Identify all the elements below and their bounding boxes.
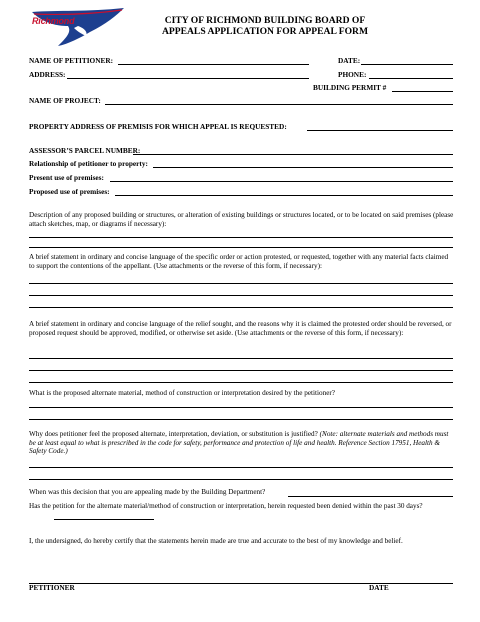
form-title — [150, 15, 380, 37]
building-permit-field[interactable] — [392, 91, 453, 92]
bird-logo-icon — [28, 6, 128, 48]
project-name-field[interactable] — [105, 104, 453, 105]
present-use-field[interactable] — [110, 181, 453, 182]
property-address-field[interactable] — [307, 130, 453, 131]
proposed-use-label: Proposed use of premises: — [29, 187, 110, 196]
question-description: Description of any proposed building or structures, or alteration of existing buildings or structures located, or to be located on said premises (please attach sketches, map, or diagrams if necessary): — [29, 211, 454, 228]
answer-line[interactable] — [29, 479, 453, 480]
phone-field[interactable] — [369, 78, 453, 79]
parcel-number-field[interactable] — [133, 154, 453, 155]
property-address-label: PROPERTY ADDRESS OF PREMISIS FOR WHICH APPEAL IS REQUESTED: — [29, 122, 287, 131]
justification-note: (Note: alternate materials and methods must be at least equal to what is prescribed in the code for safety, performance and protection of life and health. Reference Section 17951, Health & Safety Code.) — [29, 430, 449, 456]
answer-line[interactable] — [29, 419, 453, 420]
decision-date-field[interactable] — [288, 496, 453, 497]
date-label: DATE: — [338, 56, 361, 65]
question-denied-30-days: Has the petition for the alternate material/method of construction or interpretation, herein requested been denied within the past 30 days? — [29, 502, 423, 510]
petitioner-name-field[interactable] — [118, 64, 309, 65]
address-label: ADDRESS: — [29, 70, 66, 79]
relationship-field[interactable] — [153, 167, 453, 168]
question-relief-sought: A brief statement in ordinary and concise language of the relief sought, and the reasons why it is claimed the protested order should be reversed, or proposed request should be approved, modified, or otherwise set aside. (Use attachments or the reverse of this form, if necessary): — [29, 320, 452, 337]
signature-line[interactable] — [29, 583, 453, 584]
question-justification — [29, 430, 455, 456]
title-line-2: APPEALS APPLICATION FOR APPEAL FORM — [161, 26, 369, 37]
relationship-label: Relationship of petitioner to property: — [29, 159, 148, 168]
title-line-1: CITY OF RICHMOND BUILDING BOARD OF — [164, 15, 366, 26]
answer-line[interactable] — [29, 407, 453, 408]
answer-line[interactable] — [29, 295, 453, 296]
question-alternate-material: What is the proposed alternate material, method of construction or interpretation desired by the petitioner? — [29, 389, 335, 397]
certification-statement: I, the undersigned, do hereby certify that the statements herein made are true and accurate to the best of my knowledge and belief. — [29, 537, 403, 545]
answer-line[interactable] — [29, 382, 453, 383]
answer-line[interactable] — [29, 370, 453, 371]
petitioner-signature-label: PETITIONER — [29, 583, 75, 592]
signature-date-label: DATE — [369, 583, 389, 592]
present-use-label: Present use of premises: — [29, 173, 104, 182]
answer-line[interactable] — [29, 467, 453, 468]
answer-line[interactable] — [29, 307, 453, 308]
petitioner-name-label: NAME OF PETITIONER: — [29, 56, 114, 65]
question-order-protested: A brief statement in ordinary and concise language of the specific order or action protested, or requested, together with any material facts claimed to support the contentions of the appellant. (Use attachments or the reverse of this form, if necessary): — [29, 253, 449, 270]
project-name-label: NAME OF PROJECT: — [29, 96, 101, 105]
address-field[interactable] — [67, 78, 309, 79]
logo-wordmark: Richmond — [32, 16, 75, 26]
answer-line[interactable] — [29, 283, 453, 284]
answer-line[interactable] — [29, 237, 453, 238]
answer-line[interactable] — [29, 358, 453, 359]
date-field[interactable] — [361, 64, 453, 65]
denied-30-days-field[interactable] — [54, 519, 154, 520]
building-permit-label: BUILDING PERMIT # — [313, 83, 387, 92]
city-logo — [28, 6, 128, 48]
phone-label: PHONE: — [338, 70, 367, 79]
question-decision-date: When was this decision that you are appealing made by the Building Department? — [29, 488, 266, 496]
parcel-number-label: ASSESSOR’S PARCEL NUMBER: — [29, 146, 141, 155]
justification-text: Why does petitioner feel the proposed alternate, interpretation, deviation, or substitution is justified? — [29, 430, 318, 438]
answer-line[interactable] — [29, 247, 453, 248]
proposed-use-field[interactable] — [115, 195, 453, 196]
